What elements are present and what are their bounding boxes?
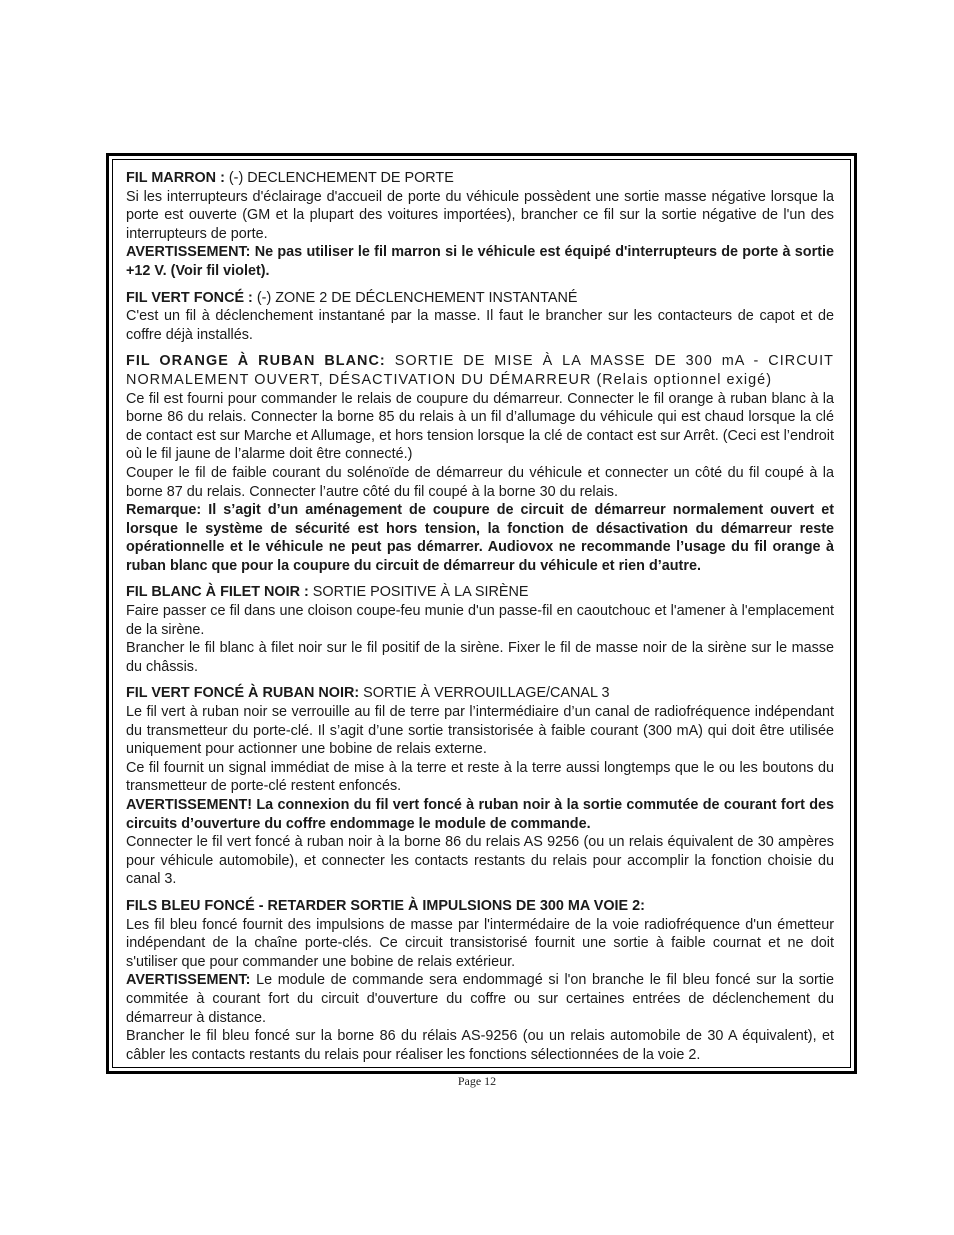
heading-label: FIL MARRON : (126, 170, 225, 186)
paragraph: Le fil vert à ruban noir se verrouille au fil de terre par l’intermédiaire d’un canal de radiofréquence indépendant du transmetteur du porte-clé. Il s’agit d’une sortie transistorisée à faible courant (300 mA) qui doit être utilisée uniquement pour actionner une bobine de relais externe. (126, 704, 834, 758)
warning-text: Le module de commande sera endommagé si l'on branche le fil bleu foncé sur la sortie commitée à courant fort du circuit d'ouverture du coffre ou sur certaines entrées de déclenchement du démarreur à distance. (126, 972, 834, 1026)
heading-text: SORTIE POSITIVE À LA SIRÈNE (308, 584, 529, 601)
section-heading (126, 583, 834, 602)
section-heading (126, 289, 834, 308)
section-white-black-wire (126, 583, 834, 676)
paragraph: Si les interrupteurs d'éclairage d'accueil de porte du véhicule possèdent une sortie masse négative lorsque la porte est ouverte (GM et la plupart des voitures importées), brancher ce fil sur la sortie négative de l'un des interrupteurs de porte. (126, 188, 834, 242)
heading-text: SORTIE DE MISE À LA MASSE DE 300 mA - CIRCUIT NORMALEMENT OUVERT, DÉSACTIVATION DU DÉMARREUR (Relais optionnel exigé) (126, 353, 835, 388)
content-frame-inner (112, 159, 851, 1068)
section-heading (126, 169, 834, 188)
content-frame (106, 153, 857, 1074)
note-paragraph: Remarque: Il s’agit d’un aménagement de coupure de circuit de démarreur normalement ouvert et lorsque le système de sécurité est hors tension, la fonction de désactivation du démarreur reste opérationnelle et le véhicule ne peut pas démarrer. Audiovox ne recommande l’usage du fil orange à ruban blanc que pour la coupure du circuit de démarreur du véhicule et rien d’autre. (126, 502, 834, 574)
section-dark-blue-wire (126, 897, 834, 1064)
paragraph: Couper le fil de faible courant du solénoïde de démarreur du véhicule et connecter un côté du fil coupé à la borne 87 du relais. Connecter l’autre côté du fil coupé à la borne 30 du relais. (126, 464, 834, 500)
warning-paragraph (126, 971, 834, 1027)
section-dark-green-wire (126, 289, 834, 345)
section-orange-white-wire (126, 352, 834, 575)
section-heading (126, 684, 834, 703)
heading-text: (-) ZONE 2 DE DÉCLENCHEMENT INSTANTANÉ (252, 289, 578, 306)
paragraph: Brancher le fil bleu foncé sur la borne 86 du rélais AS-9256 (ou un relais automobile de 30 A équivalent), et câbler les contacts restants du relais pour réaliser les fonctions sélectionnées de la voie 2. (126, 1028, 834, 1063)
heading-text: (-) DECLENCHEMENT DE PORTE (224, 170, 454, 186)
page-number: Page 12 (457, 1074, 497, 1088)
paragraph: Ce fil fournit un signal immédiat de mise à la terre et reste à la terre aussi longtemps que le ou les boutons du transmetteur de porte-clé restent enfoncés. (126, 759, 834, 795)
section-heading (126, 352, 834, 389)
paragraph: Connecter le fil vert foncé à ruban noir à la borne 86 du relais AS 9256 (ou un relais équivalent de 30 ampères pour véhicule automobile), et connecter les contacts restants du relais pour accomplir la fonction choisie du canal 3. (126, 834, 834, 888)
heading-label: FILS BLEU FONCÉ - RETARDER SORTIE À IMPULSIONS DE 300 MA VOIE 2: (126, 897, 645, 914)
section-dark-green-black-wire (126, 684, 834, 889)
paragraph: Ce fil est fourni pour commander le relais de coupure du démarreur. Connecter le fil orange à ruban blanc à la borne 86 du relais. Connecter la borne 85 du relais à un fil d’allumage du véhicule qui est chaud lorsque la clé de contact est sur Marche et Allumage, et hors tension lorsque la clé de contact est sur Arrêt. (Ceci est l’endroit où le fil jaune de l’alarme doit être connecté.) (126, 390, 834, 463)
heading-label: FIL ORANGE À RUBAN BLANC: (126, 353, 386, 370)
content-body (126, 169, 834, 1072)
heading-label: FIL VERT FONCÉ À RUBAN NOIR: (126, 685, 360, 702)
warning-paragraph: AVERTISSEMENT: Ne pas utiliser le fil marron si le véhicule est équipé d'interrupteurs de porte à sortie +12 V. (Voir fil violet). (126, 244, 834, 279)
paragraph: Brancher le fil blanc à filet noir sur le fil positif de la sirène. Fixer le fil de masse noir de la sirène sur le masse du châssis. (126, 640, 834, 675)
warning-label: AVERTISSEMENT: (126, 972, 251, 989)
heading-label: FIL VERT FONCÉ : (126, 289, 253, 306)
paragraph: Les fil bleu foncé fournit des impulsions de masse par l'intermédaire de la voie radiofréquence d'un émetteur indépendant de la chaîne porte-clés. Ce circuit transistorisé fournit une sortie à faible cournat et ne doit s'utiliser que pour commander une bobine de relais extérieur. (126, 916, 834, 970)
paragraph: Faire passer ce fil dans une cloison coupe-feu munie d'un passe-fil en caoutchouc et l'amener à l'emplacement de la sirène. (126, 603, 834, 638)
section-heading (126, 897, 834, 916)
section-brown-wire (126, 169, 834, 281)
paragraph: C'est un fil à déclenchement instantané par la masse. Il faut le brancher sur les contacteurs de capot et de coffre déjà installés. (126, 308, 834, 343)
heading-text: SORTIE À VERROUILLAGE/CANAL 3 (359, 685, 610, 702)
heading-label: FIL BLANC À FILET NOIR : (126, 584, 309, 601)
warning-paragraph: AVERTISSEMENT! La connexion du fil vert foncé à ruban noir à la sortie commutée de courant fort des circuits d’ouverture du coffre endommage le module de commande. (126, 797, 834, 832)
